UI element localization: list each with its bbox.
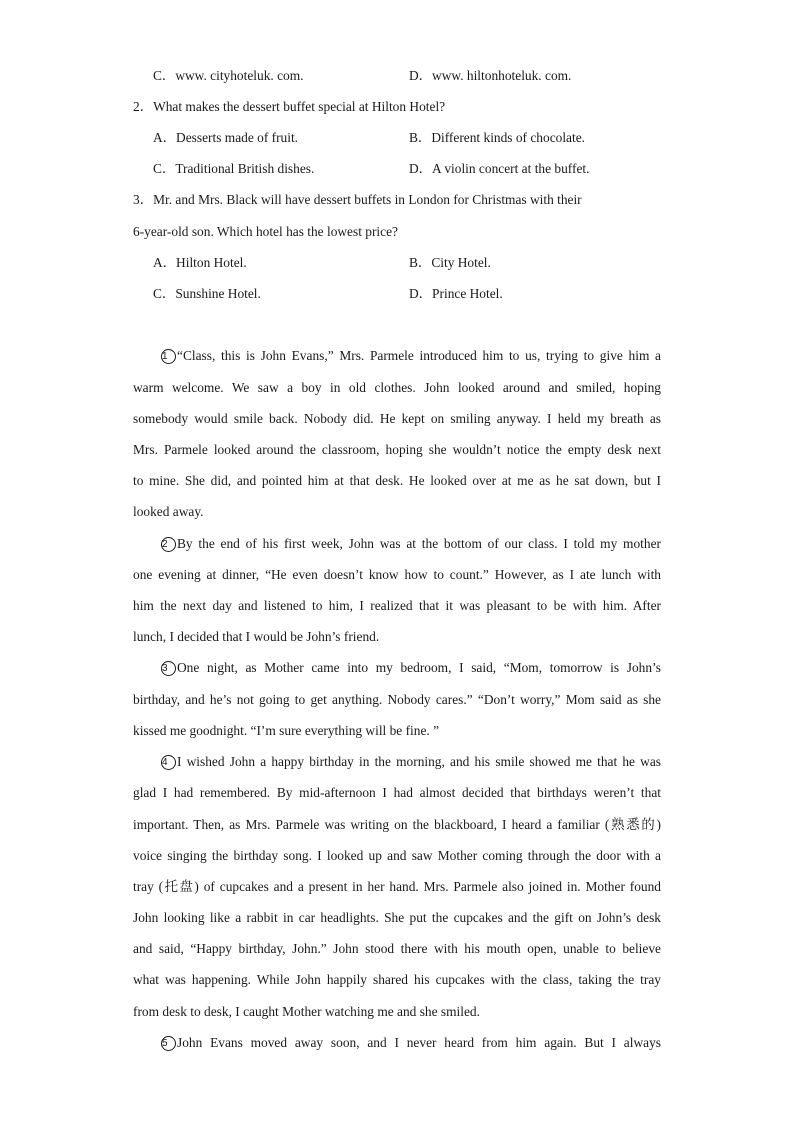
paragraph-number-badge: 1 bbox=[161, 349, 176, 364]
q2-option-a: A．Desserts made of fruit. bbox=[153, 130, 299, 145]
q3-option-a: A．Hilton Hotel. bbox=[153, 255, 247, 270]
paragraph-4-line: 4 I wished John a happy birthday in the morning, and his smile showed me that he was bbox=[162, 754, 661, 769]
q2-option-c: C．Traditional British dishes. bbox=[153, 161, 315, 176]
q3-option-c: C．Sunshine Hotel. bbox=[153, 286, 261, 301]
q3-stem-line2: 6-year-old son. Which hotel has the lowest price? bbox=[133, 224, 398, 239]
paragraph-1-line: warm welcome. We saw a boy in old clothes. John looked around and smiled, hoping bbox=[133, 380, 661, 395]
q3-stem-line1: 3．Mr. and Mrs. Black will have dessert buffets in London for Christmas with their bbox=[133, 192, 582, 207]
q2-option-b: B．Different kinds of chocolate. bbox=[409, 130, 586, 145]
q3-option-d: D．Prince Hotel. bbox=[409, 286, 503, 301]
paragraph-2-line: 2 By the end of his first week, John was at the bottom of our class. I told my mother bbox=[162, 536, 661, 551]
paragraph-1-line: 1 “Class, this is John Evans,” Mrs. Parmele introduced him to us, trying to give him a bbox=[162, 348, 661, 363]
paragraph-2-line: one evening at dinner, “He even doesn’t know how to count.” However, as I ate lunch with bbox=[133, 567, 661, 582]
paragraph-2-line: him the next day and listened to him, I realized that it was pleasant to be with him. After bbox=[133, 598, 661, 613]
paragraph-4-line: important. Then, as Mrs. Parmele was writing on the blackboard, I heard a familiar (熟悉的) bbox=[133, 817, 661, 832]
paragraph-number-badge: 2 bbox=[161, 537, 176, 552]
paragraph-number-badge: 3 bbox=[161, 661, 176, 676]
paragraph-4-line: and said, “Happy birthday, John.” John stood there with his mouth open, unable to believe bbox=[133, 941, 661, 956]
paragraph-4-line: John looking like a rabbit in car headlights. She put the cupcakes and the gift on John’s desk bbox=[133, 910, 661, 925]
paragraph-3-line: 3 One night, as Mother came into my bedroom, I said, “Mom, tomorrow is John’s bbox=[162, 660, 661, 675]
paragraph-1-line: to mine. She did, and pointed him at that desk. He looked over at me as he sat down, but I bbox=[133, 473, 661, 488]
q1-option-c: C．www. cityhoteluk. com. bbox=[153, 68, 304, 83]
paragraph-3-line: birthday, and he’s not going to get anything. Nobody cares.” “Don’t worry,” Mom said as she bbox=[133, 692, 661, 707]
paragraph-1-line: Mrs. Parmele looked around the classroom, hoping she wouldn’t notice the empty desk next bbox=[133, 442, 661, 457]
paragraph-4-line: what was happening. While John happily shared his cupcakes with the class, taking the tray bbox=[133, 972, 661, 987]
paragraph-number-badge: 4 bbox=[161, 755, 176, 770]
paragraph-3-line: kissed me goodnight. “I’m sure everything will be fine. ” bbox=[133, 723, 440, 738]
paragraph-4-line: tray (托盘) of cupcakes and a present in her hand. Mrs. Parmele also joined in. Mother found bbox=[133, 879, 661, 894]
q2-option-d: D．A violin concert at the buffet. bbox=[409, 161, 590, 176]
q2-stem: 2．What makes the dessert buffet special at Hilton Hotel? bbox=[133, 99, 446, 114]
paragraph-1-line: somebody would smile back. Nobody did. He kept on smiling anyway. I held my breath as bbox=[133, 411, 661, 426]
paragraph-1-line: looked away. bbox=[133, 504, 204, 519]
paragraph-4-line: voice singing the birthday song. I looked up and saw Mother coming through the door with a bbox=[133, 848, 661, 863]
paragraph-4-line: glad I had remembered. By mid-afternoon I had almost decided that birthdays weren’t that bbox=[133, 785, 661, 800]
q3-option-b: B．City Hotel. bbox=[409, 255, 491, 270]
paragraph-5-line: 5 John Evans moved away soon, and I never heard from him again. But I always bbox=[162, 1035, 661, 1050]
q1-option-d: D．www. hiltonhoteluk. com. bbox=[409, 68, 572, 83]
paragraph-2-line: lunch, I decided that I would be John’s friend. bbox=[133, 629, 380, 644]
paragraph-number-badge: 5 bbox=[161, 1036, 176, 1051]
paragraph-4-line: from desk to desk, I caught Mother watching me and she smiled. bbox=[133, 1004, 480, 1019]
